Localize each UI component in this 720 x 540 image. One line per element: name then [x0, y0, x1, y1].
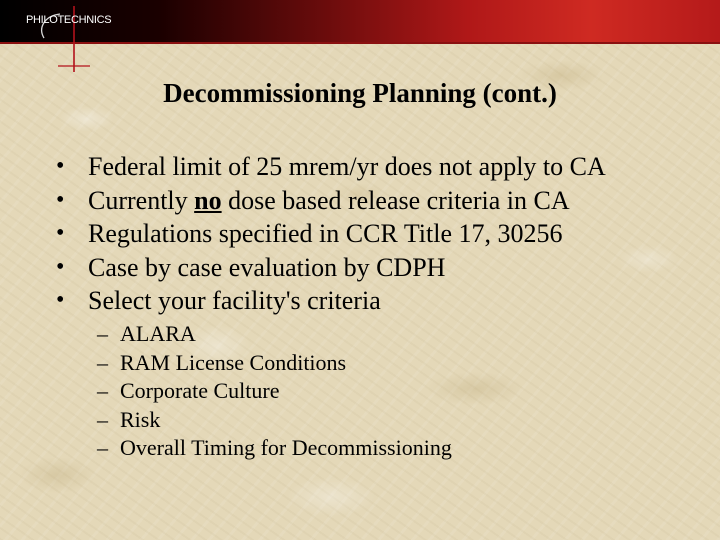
bullet-text-pre: Currently [88, 185, 195, 215]
sub-bullet-text: Overall Timing for Decommissioning [120, 435, 452, 461]
bullet-dot: • [56, 287, 65, 313]
sub-bullet-item [0, 406, 720, 435]
bullet-text: Select your facility's criteria [88, 286, 381, 315]
bullet-text-post: dose based release criteria in CA [221, 185, 570, 215]
bullet-item [0, 150, 720, 184]
bullet-dot: • [56, 186, 65, 213]
sub-bullet-item [0, 434, 720, 463]
header-divider [0, 42, 720, 44]
bullet-item [0, 184, 720, 218]
logo-text: PHILOTECHNICS [26, 14, 112, 26]
sub-bullet-text: Corporate Culture [120, 378, 280, 404]
sub-bullet-dash: – [97, 321, 108, 346]
sub-bullet-item [0, 320, 720, 349]
sub-bullet-dash: – [97, 435, 108, 461]
bullet-text: Regulations specified in CCR Title 17, 30256 [88, 219, 563, 248]
sub-bullet-text: Risk [120, 406, 161, 432]
bullet-emphasis: no [194, 185, 222, 215]
bullet-text: Case by case evaluation by CDPH [88, 252, 446, 282]
sub-bullet-text: ALARA [120, 321, 196, 346]
bullet-dot: • [56, 220, 65, 246]
sub-bullet-item [0, 377, 720, 406]
sub-bullet-item [0, 349, 720, 378]
sub-bullet-dash: – [97, 406, 108, 432]
bullet-text: Federal limit of 25 mrem/yr does not apply to CA [88, 152, 606, 181]
bullet-text [88, 184, 570, 218]
slide-title: Decommissioning Planning (cont.) [163, 78, 557, 108]
sub-bullet-dash: – [97, 349, 108, 375]
bullet-list [0, 150, 720, 318]
sub-bullet-dash: – [97, 378, 108, 404]
bullet-item [0, 284, 720, 318]
bullet-dot: • [56, 253, 65, 280]
bullet-dot: • [56, 153, 65, 179]
sub-bullet-list [0, 320, 720, 463]
bullet-item [0, 217, 720, 251]
sub-bullet-text: RAM License Conditions [120, 349, 347, 375]
bullet-item [0, 251, 720, 285]
